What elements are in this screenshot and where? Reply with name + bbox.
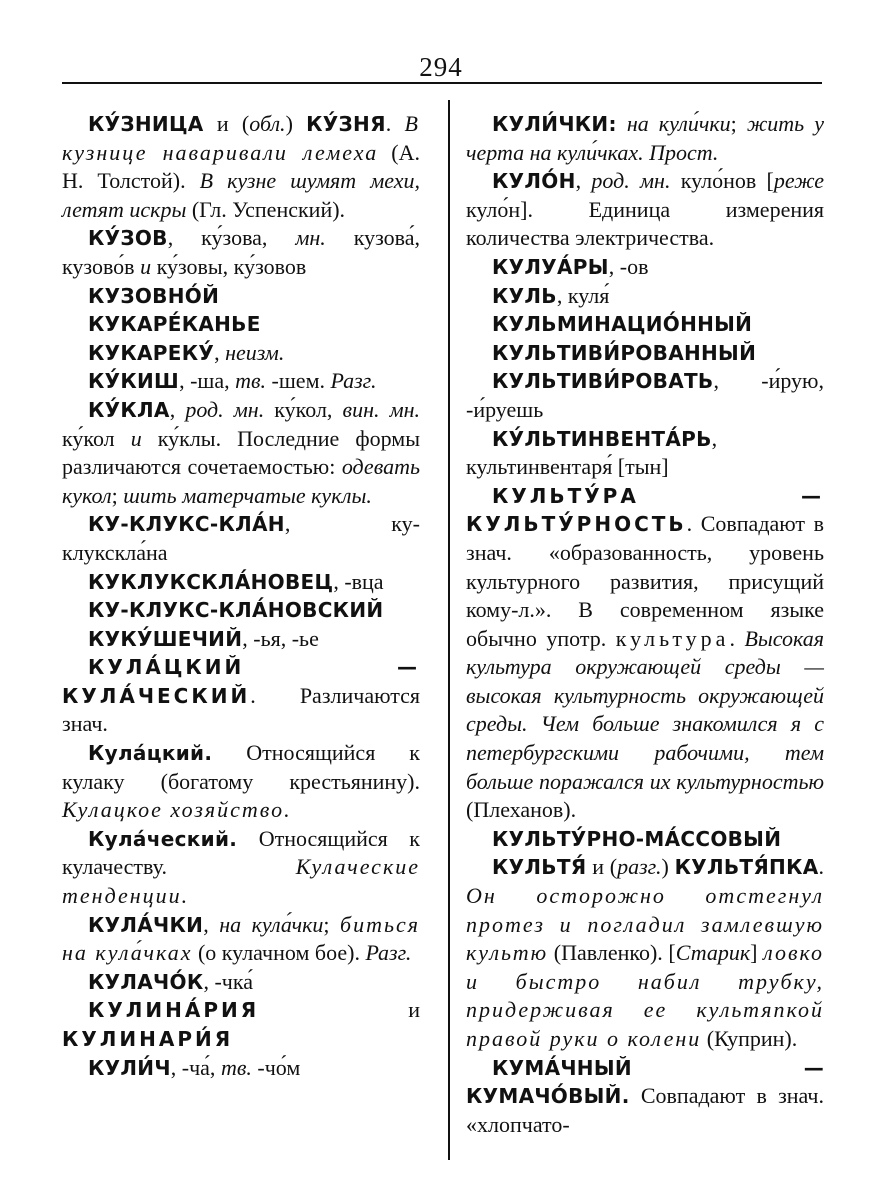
headword: КУКЛУКСКЛА́НОВЕЦ [88, 569, 334, 594]
headword: КУЛУА́РЫ [492, 254, 609, 279]
dictionary-entry [466, 310, 824, 339]
headword: КУЛЬ [492, 283, 557, 308]
headword: КУКАРЕКУ́ [88, 340, 215, 365]
entry-text: ку́кол, [264, 396, 343, 422]
headword: КУЗОВНО́Й [88, 283, 220, 308]
headword: КУ́ЗНИЦА [88, 112, 204, 136]
entry-text: и ( [586, 854, 618, 880]
entry-text: (Плеханов). [466, 797, 577, 823]
entry-text: , -и́рую, -и́руешь [466, 368, 824, 422]
dictionary-entry [466, 282, 824, 311]
headword: КУЛЬМИНАЦИО́ННЫЙ [492, 312, 753, 337]
entry-text: и ( [203, 111, 250, 136]
headword: Кула́ческий. [88, 826, 238, 851]
headword: КУ́КЛА [88, 397, 170, 422]
dictionary-entry [466, 167, 824, 253]
headword: КУЛЬТИВИ́РОВАННЫЙ [492, 340, 757, 365]
entry-text: , -вца [333, 568, 384, 594]
entry-text: ] [750, 940, 764, 966]
entry-text: Относящийся к кулачеству. [62, 825, 420, 880]
headword: КУЛА́ЦКИЙ — КУЛА́ЧЕСКИЙ [62, 655, 420, 708]
headword: КУЛИНА́РИЯ [88, 998, 260, 1023]
entry-text: (А. Н. Толстой). [62, 139, 420, 194]
dictionary-entry [62, 968, 420, 997]
headword: КУЛИНАРИ́Я [62, 1027, 234, 1051]
dictionary-entry [62, 310, 420, 339]
entry-text: куло́н]. Единица измерения количества электричества. [466, 196, 824, 251]
entry-text: , -ча́, [170, 1054, 221, 1080]
entry-text: . [818, 854, 825, 880]
entry-text: (о кулачном бое). [192, 940, 366, 966]
grammar-note: род. мн. [591, 168, 671, 194]
grammar-note: Старик [675, 940, 751, 966]
headword: КУЛАЧО́К [88, 969, 204, 994]
dictionary-entry [466, 367, 824, 424]
grammar-note: на кула́чки [219, 911, 324, 937]
entry-text [617, 111, 627, 136]
headword: КУЛЬТУ́РА — КУЛЬТУ́РНОСТЬ [466, 483, 824, 537]
entry-text: . Совпадают в знач. «образованность, уровень культурного развития, присущий кому-л.». В современном языке обычно употр. [466, 511, 824, 651]
headword: КУЛО́Н [492, 169, 576, 194]
headword: КУКАРЕ́КАНЬЕ [88, 312, 261, 337]
entry-text: ку́зовы, ку́зовов [151, 253, 307, 279]
dictionary-entry [62, 911, 420, 968]
grammar-note: тв. [235, 368, 267, 394]
entry-text: , -ша, [179, 368, 236, 394]
entry-text: Совпадают в знач. «хлопчато- [466, 1083, 824, 1137]
headword: КУЛЬТУ́РНО-МА́ССОВЫЙ [492, 826, 782, 851]
grammar-note: мн. [295, 225, 326, 251]
entry-text: . [385, 111, 405, 136]
entry-text: ; [730, 111, 747, 136]
entry-text: ; [323, 911, 341, 937]
entry-text: ку́клы. Последние формы различаются сочетаемостью: [62, 425, 420, 480]
grammar-note: и [130, 425, 142, 451]
dictionary-entry [62, 625, 420, 654]
entry-text: ку́кол [62, 425, 131, 451]
headword: КУ́ЗОВ [88, 226, 168, 251]
entry-text: , куля́ [556, 282, 610, 308]
dictionary-entry [62, 367, 420, 396]
grammar-note: реже [773, 168, 825, 194]
grammar-note: род. мн. [185, 396, 265, 422]
headword: КУ́ЗНЯ [306, 112, 386, 136]
entry-text: ) [285, 111, 307, 136]
headword: КУ-КЛУКС-КЛА́НОВСКИЙ [88, 598, 384, 623]
usage-example: биться на кула́чках [62, 911, 420, 966]
usage-example: ловко и быстро набил трубку, придерживая ее культяпкой правой руки о колени [466, 940, 824, 1051]
dictionary-entry [466, 853, 824, 1053]
dictionary-entry [466, 425, 824, 482]
dictionary-entry [62, 568, 420, 597]
dictionary-entry [466, 253, 824, 282]
headword: КУКУ́ШЕЧИЙ [88, 626, 243, 651]
headword: КУ́ЛЬТИНВЕНТА́РЬ [492, 426, 712, 451]
dictionary-entry [466, 482, 824, 825]
entry-text: , культинвентаря́ [тын] [466, 425, 718, 480]
usage-example: Кулацкое хозяйство. [62, 797, 292, 823]
spaced-word: культура [615, 625, 730, 651]
dictionary-entry [62, 224, 420, 281]
dictionary-entry [466, 825, 824, 854]
dictionary-entry [62, 596, 420, 625]
grammar-note: и [140, 253, 152, 279]
dictionary-entry [62, 825, 420, 911]
entry-text: ; [111, 482, 124, 508]
usage-example: Кулаческие тенденции. [62, 854, 420, 909]
entry-text: , [575, 168, 592, 194]
entry-text: , [214, 339, 226, 365]
entry-text: -шем. [266, 368, 331, 394]
entry-text: -чо́м [251, 1054, 301, 1080]
dictionary-entry [62, 510, 420, 567]
grammar-note: жить у черта на кули́чках. Прост. [466, 111, 824, 165]
grammar-note: В кузне шумят мехи, летят искры [62, 168, 420, 222]
usage-example: В кузнице наваривали лемеха [62, 111, 420, 165]
headword: КУ́КИШ [88, 369, 180, 394]
entry-text: , [169, 396, 186, 422]
dictionary-entry [466, 339, 824, 368]
entry-text: , -ья, -ье [242, 625, 319, 651]
entry-text: (Павленко). [ [548, 940, 676, 966]
grammar-note: вин. мн. [342, 396, 421, 422]
entry-text: кузова́, кузово́в [62, 225, 420, 279]
dictionary-entry [62, 996, 420, 1053]
headword: КУ-КЛУКС-КЛА́Н [88, 512, 285, 537]
header-rule [62, 82, 822, 84]
entry-text: ) [661, 854, 675, 880]
entry-text: , [203, 911, 220, 937]
headword: КУЛЬТЯ́ [492, 855, 587, 880]
entry-text: и [259, 997, 420, 1023]
dictionary-entry [466, 110, 824, 167]
dictionary-entry [62, 396, 420, 510]
column-divider [448, 100, 450, 1160]
grammar-note: обл. [249, 111, 286, 136]
entry-text: . [729, 625, 745, 651]
grammar-note: Высокая культура окружающей среды — высокая культурность окружающей среды. Чем больше знакомился я с петербургскими рабочими, тем больше поражался их культурностью [466, 625, 824, 794]
entry-text: (Куприн). [701, 1026, 798, 1051]
grammar-note: на кули́чки [626, 111, 731, 136]
entry-text: , -ов [608, 253, 649, 279]
headword: КУЛИ́ЧКИ: [492, 112, 617, 136]
entry-text: , -чка́ [203, 968, 253, 994]
grammar-note: Разг. [365, 940, 412, 966]
headword: КУЛЬТИВИ́РОВАТЬ [492, 369, 714, 394]
entry-text: куло́нов [ [670, 168, 774, 194]
headword: КУЛЬТЯ́ПКА [674, 855, 819, 880]
dictionary-entry [62, 1054, 420, 1083]
page-number: 294 [419, 52, 463, 82]
dictionary-entry [62, 739, 420, 825]
grammar-note: Разг. [330, 368, 377, 394]
right-column [466, 110, 824, 1139]
dictionary-entry [466, 1054, 824, 1140]
dictionary-entry [62, 653, 420, 739]
entry-text: , ку́зова, [167, 225, 296, 251]
entry-text: , ку-клукскла́на [62, 511, 420, 565]
entry-text: . Различаются знач. [62, 682, 420, 737]
headword: КУЛИ́Ч [88, 1055, 171, 1080]
grammar-note: одевать кукол [62, 454, 420, 508]
grammar-note: шить матерчатые куклы. [123, 482, 372, 508]
grammar-note: разг. [617, 854, 662, 880]
dictionary-entry [62, 339, 420, 368]
grammar-note: тв. [220, 1054, 252, 1080]
entry-text: Относящийся к кулаку (богатому крестьянину). [62, 740, 420, 794]
entry-text: (Гл. Успенский). [186, 196, 346, 222]
dictionary-entry [62, 110, 420, 224]
dictionary-entry [62, 282, 420, 311]
grammar-note: неизм. [225, 339, 285, 365]
left-column [62, 110, 420, 1082]
headword: Кула́цкий. [88, 741, 213, 766]
headword: КУМА́ЧНЫЙ — КУМАЧО́ВЫЙ. [466, 1055, 824, 1109]
usage-example: Он осторожно отстегнул протез и погладил замлевшую культю [466, 883, 824, 966]
headword: КУЛА́ЧКИ [88, 912, 204, 937]
